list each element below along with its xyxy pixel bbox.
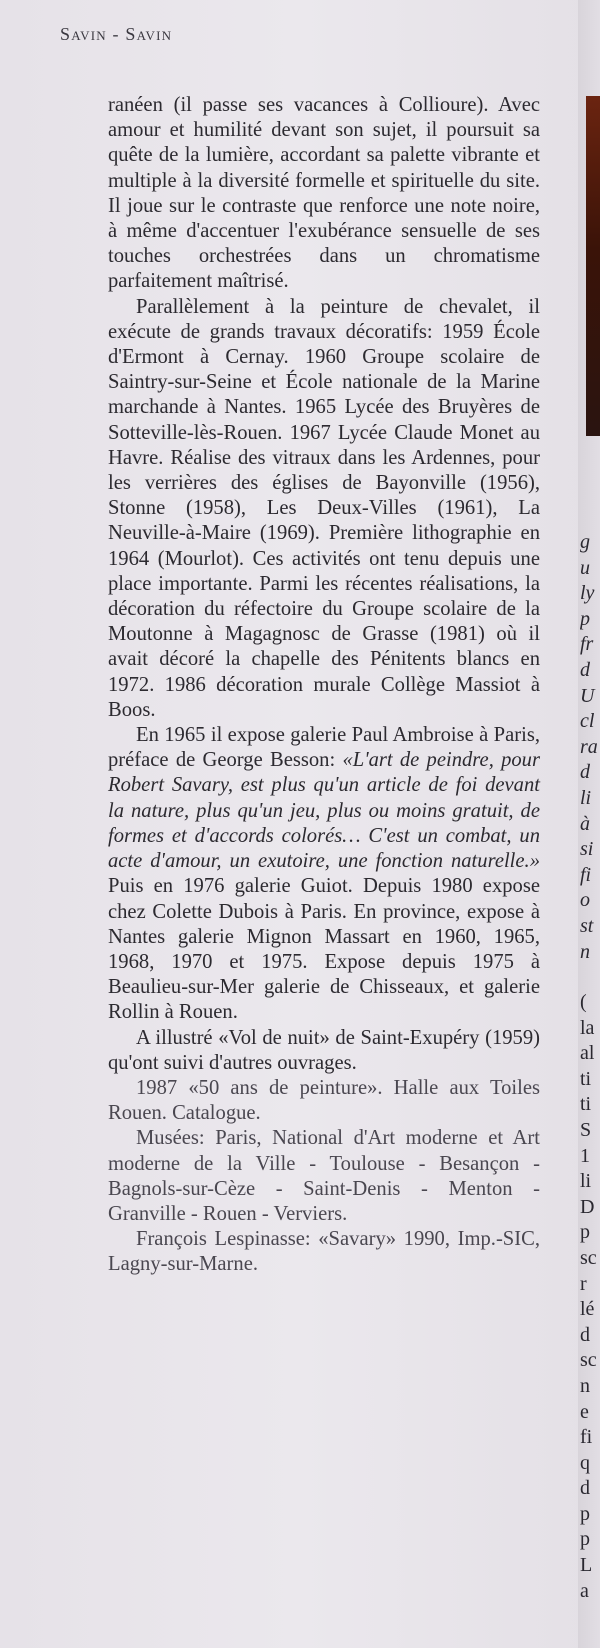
adjacent-fragment: L: [580, 1554, 593, 1577]
adjacent-fragment: d: [580, 1477, 590, 1500]
adjacent-fragment: si: [580, 838, 594, 861]
museums-paragraph: Musées: Paris, National d'Art moderne et Art moderne de la Ville - Toulouse - Besançon - Bagnols-sur-Cèze - Saint-Denis - Menton - Granville - Rouen - Verviers.: [108, 1127, 540, 1225]
adjacent-fragment: ly: [580, 582, 595, 605]
paragraph-3: [108, 723, 540, 1025]
adjacent-fragment: D: [580, 1195, 595, 1218]
adjacent-fragment: li: [580, 786, 592, 809]
adjacent-fragment: p: [580, 1502, 590, 1525]
adjacent-fragment: S: [580, 1118, 592, 1141]
adjacent-fragment: fi: [580, 863, 592, 886]
adjacent-fragment: (: [580, 991, 587, 1013]
paragraph-4: A illustré «Vol de nuit» de Saint-Exupéry (1959) qu'ont suivi d'autres ouvrages.: [108, 1026, 540, 1074]
adjacent-fragment: n: [580, 1374, 590, 1397]
adjacent-fragment: p: [580, 1528, 590, 1551]
adjacent-fragment: la: [580, 1016, 595, 1039]
adjacent-fragment: lé: [580, 1298, 595, 1321]
adjacent-fragment: r: [580, 1272, 587, 1295]
adjacent-fragment: d: [580, 761, 590, 784]
adjacent-fragment: a: [580, 1579, 589, 1602]
main-text-column: [108, 93, 540, 1278]
adjacent-fragment: p: [580, 607, 590, 630]
adjacent-fragment: u: [580, 556, 590, 579]
adjacent-photo-edge: [586, 96, 600, 436]
besson-quote: «L'art de peindre, pour Robert Savary, est plus qu'un article de foi devant la nature, plus qu'un jeu, plus ou moins gratuit, de formes et d'accords colorés… C'est un combat, un acte d'amour, un exutoire, une fonction naturelle.»: [108, 749, 540, 873]
adjacent-fragment: st: [580, 914, 594, 937]
adjacent-page-fragments-a: [580, 530, 600, 965]
adjacent-fragment: sc: [580, 1349, 597, 1372]
paragraph-3-intro: En 1965 il expose galerie Paul Ambroise à Paris, préface de George Besson:: [108, 724, 540, 772]
adjacent-fragment: cl: [580, 710, 595, 733]
adjacent-fragment: ti: [580, 1093, 592, 1116]
adjacent-fragment: à: [580, 812, 590, 835]
bibliography-paragraph: François Lespinasse: «Savary» 1990, Imp.-SIC, Lagny-sur-Marne.: [108, 1228, 540, 1276]
adjacent-page-fragments-b: [580, 990, 600, 1604]
adjacent-fragment: d: [580, 1323, 590, 1346]
adjacent-fragment: li: [580, 1170, 592, 1193]
paragraph-3-rest: Puis en 1976 galerie Guiot. Depuis 1980 expose chez Colette Dubois à Paris. En province, expose à Nantes galerie Mignon Massart en 1960, 1965, 1968, 1970 et 1975. Expose depuis 1975 à Beaulieu-sur-Mer galerie de Chisseaux, et galerie Rollin à Rouen.: [108, 875, 540, 1024]
adjacent-fragment: q: [580, 1451, 590, 1474]
adjacent-fragment: n: [580, 940, 590, 963]
adjacent-fragment: o: [580, 889, 590, 912]
adjacent-fragment: p: [580, 1221, 590, 1244]
paragraph-5: 1987 «50 ans de peinture». Halle aux Toiles Rouen. Catalogue.: [108, 1076, 540, 1125]
adjacent-fragment: al: [580, 1042, 595, 1065]
adjacent-fragment: e: [580, 1400, 589, 1423]
adjacent-fragment: U: [580, 684, 595, 707]
paragraph-1: ranéen (il passe ses vacances à Collioure). Avec amour et humilité devant son sujet, il poursuit sa quête de la lumière, accordant sa palette vibrante et multiple à la diversité formelle et spirituelle du site. Il joue sur le contraste que renforce une note noire, à même d'accentuer l'exubérance sensuelle de ses touches orchestrées dans un chromatisme parfaitement maîtrisé.: [108, 94, 540, 293]
adjacent-fragment: fr: [580, 633, 594, 656]
adjacent-fragment: ti: [580, 1067, 592, 1090]
adjacent-fragment: fi: [580, 1426, 593, 1449]
paragraph-2: Parallèlement à la peinture de chevalet, il exécute de grands travaux décoratifs: 1959 École d'Ermont à Cernay. 1960 Groupe scolaire de Saintry-sur-Seine et École nationale de la Marine marchande à Nantes. 1965 Lycée des Bruyères de Sotteville-lès-Rouen. 1967 Lycée Claude Monet au Havre. Réalise des vitraux dans les Ardennes, pour les verrières des églises de Bayonville (1956), Stonne (1958), Les Deux-Villes (1961), La Neuville-à-Maire (1969). Première lithographie en 1964 (Mourlot). Ces activités ont tenu depuis une place importante. Parmi les récentes réalisations, la décoration du réfectoire du Groupe scolaire de la Moutonne à Magagnosc de Grasse (1981) où il avait décoré la chapelle des Pénitents blancs en 1972. 1986 décoration murale Collège Massiot à Boos.: [108, 295, 540, 721]
adjacent-fragment: g: [580, 531, 590, 553]
adjacent-fragment: 1: [580, 1144, 590, 1167]
running-head: Savin - Savin: [60, 24, 173, 44]
adjacent-fragment: sc: [580, 1246, 597, 1269]
adjacent-fragment: d: [580, 658, 590, 681]
adjacent-fragment: ra: [580, 735, 598, 758]
